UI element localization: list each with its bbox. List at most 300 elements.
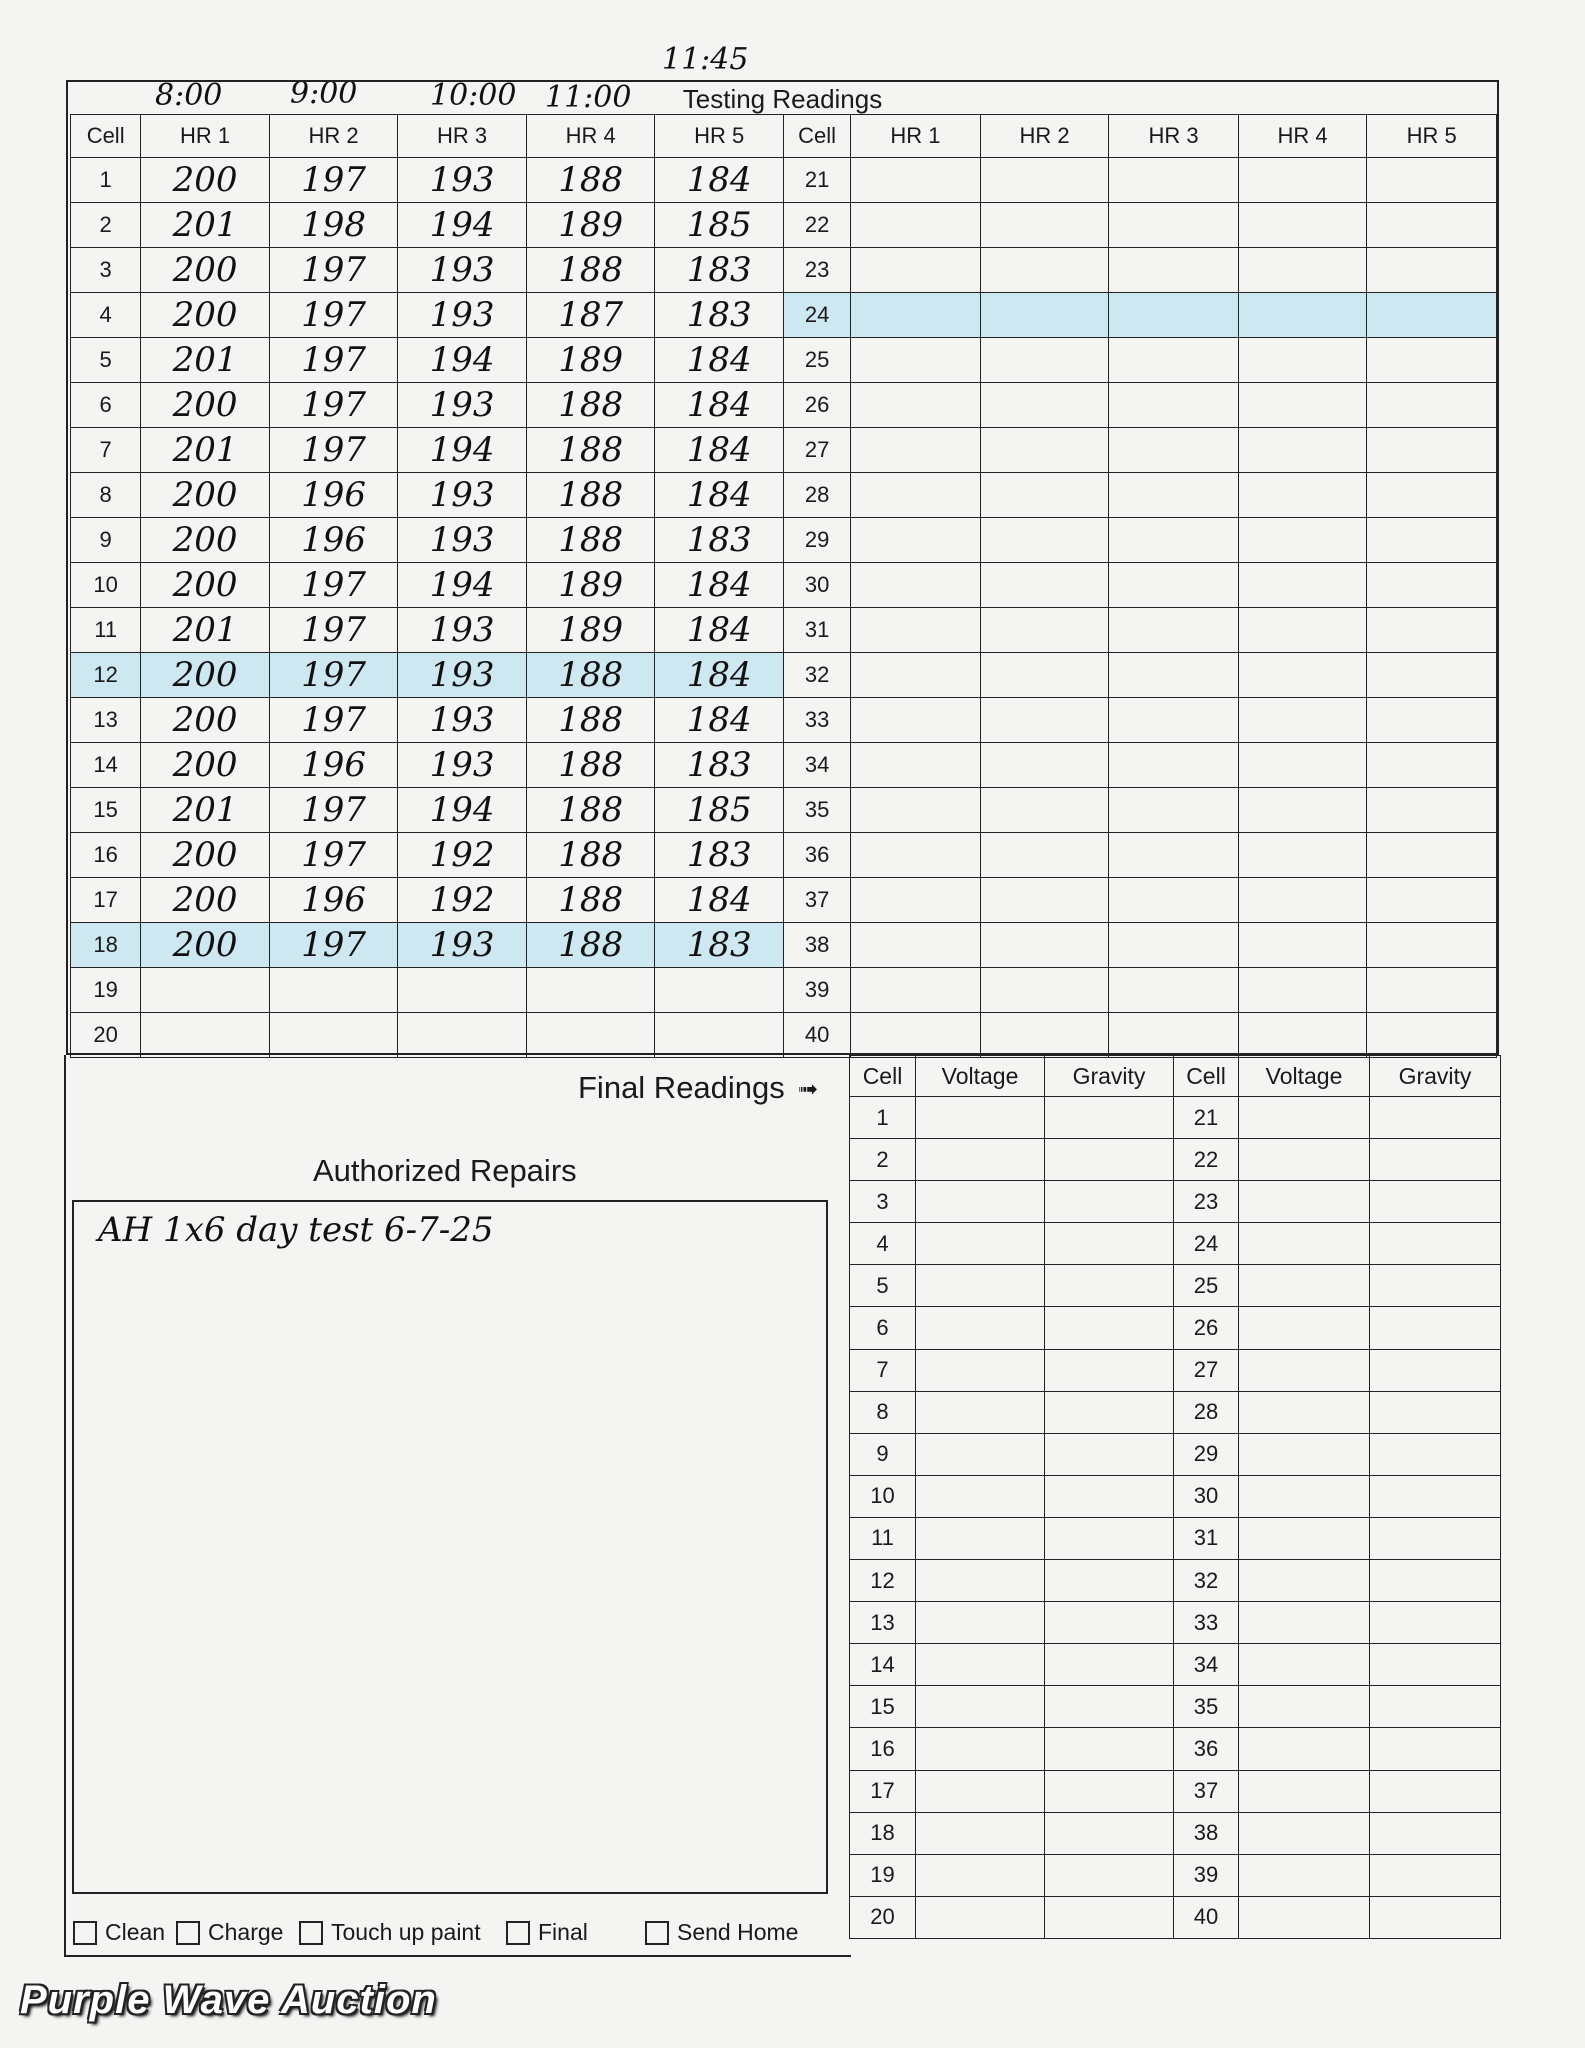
reading-cell[interactable]: 188 bbox=[526, 383, 655, 428]
reading-cell[interactable] bbox=[1370, 1349, 1501, 1391]
reading-cell[interactable]: 192 bbox=[398, 833, 527, 878]
reading-cell[interactable] bbox=[1239, 1896, 1370, 1938]
reading-cell[interactable] bbox=[1109, 743, 1239, 788]
reading-cell[interactable] bbox=[851, 563, 981, 608]
reading-cell[interactable] bbox=[1045, 1181, 1174, 1223]
reading-cell[interactable]: 200 bbox=[141, 698, 270, 743]
reading-cell[interactable]: 201 bbox=[141, 203, 270, 248]
reading-cell[interactable]: 188 bbox=[526, 518, 655, 563]
reading-cell[interactable] bbox=[980, 563, 1109, 608]
reading-cell[interactable] bbox=[1045, 1097, 1174, 1139]
cell-number: 12 bbox=[71, 653, 141, 698]
reading-cell[interactable] bbox=[1045, 1265, 1174, 1307]
reading-cell[interactable] bbox=[916, 1391, 1045, 1433]
reading-cell[interactable]: 200 bbox=[141, 293, 270, 338]
reading-cell[interactable]: 193 bbox=[398, 293, 527, 338]
reading-cell[interactable]: 184 bbox=[655, 878, 784, 923]
reading-cell[interactable] bbox=[269, 1013, 398, 1058]
cell-number: 25 bbox=[783, 338, 850, 383]
authorized-repairs-box[interactable] bbox=[72, 1200, 828, 1894]
reading-cell[interactable] bbox=[1370, 1391, 1501, 1433]
reading-cell[interactable] bbox=[980, 653, 1109, 698]
reading-cell[interactable] bbox=[1109, 1013, 1239, 1058]
reading-cell[interactable] bbox=[1238, 293, 1367, 338]
reading-cell[interactable] bbox=[1109, 428, 1239, 473]
reading-cell[interactable]: 194 bbox=[398, 338, 527, 383]
reading-cell[interactable] bbox=[980, 338, 1109, 383]
reading-cell[interactable] bbox=[1239, 1854, 1370, 1896]
cell-number: 36 bbox=[783, 833, 850, 878]
reading-cell[interactable] bbox=[141, 1013, 270, 1058]
reading-cell[interactable] bbox=[1239, 1349, 1370, 1391]
reading-cell[interactable]: 189 bbox=[526, 563, 655, 608]
reading-cell[interactable] bbox=[1370, 1307, 1501, 1349]
reading-cell[interactable] bbox=[851, 518, 981, 563]
reading-cell[interactable]: 193 bbox=[398, 743, 527, 788]
reading-cell[interactable]: 184 bbox=[655, 698, 784, 743]
reading-cell[interactable] bbox=[1238, 923, 1367, 968]
reading-cell[interactable] bbox=[1238, 833, 1367, 878]
reading-cell[interactable] bbox=[1045, 1896, 1174, 1938]
reading-cell[interactable]: 200 bbox=[141, 383, 270, 428]
reading-cell[interactable] bbox=[851, 788, 981, 833]
reading-cell[interactable] bbox=[980, 203, 1109, 248]
reading-cell[interactable] bbox=[1239, 1770, 1370, 1812]
reading-cell[interactable]: 188 bbox=[526, 878, 655, 923]
reading-cell[interactable]: 197 bbox=[269, 653, 398, 698]
checkbox-square-icon[interactable] bbox=[176, 1921, 200, 1945]
reading-cell[interactable] bbox=[916, 1686, 1045, 1728]
reading-cell[interactable]: 184 bbox=[655, 383, 784, 428]
reading-cell[interactable] bbox=[398, 968, 527, 1013]
checkbox-touch-up-paint[interactable] bbox=[299, 1919, 481, 1946]
reading-cell[interactable]: 185 bbox=[655, 203, 784, 248]
reading-cell[interactable] bbox=[1238, 608, 1367, 653]
reading-cell[interactable]: 200 bbox=[141, 563, 270, 608]
reading-cell[interactable] bbox=[1109, 473, 1239, 518]
reading-cell[interactable] bbox=[916, 1265, 1045, 1307]
reading-cell[interactable] bbox=[980, 248, 1109, 293]
reading-cell[interactable]: 197 bbox=[269, 383, 398, 428]
reading-cell[interactable]: 183 bbox=[655, 248, 784, 293]
reading-cell[interactable]: 201 bbox=[141, 428, 270, 473]
reading-cell[interactable] bbox=[980, 788, 1109, 833]
reading-cell[interactable]: 193 bbox=[398, 698, 527, 743]
reading-cell[interactable] bbox=[1370, 1433, 1501, 1475]
reading-cell[interactable] bbox=[851, 833, 981, 878]
reading-cell[interactable]: 189 bbox=[526, 338, 655, 383]
reading-cell[interactable] bbox=[851, 743, 981, 788]
reading-cell[interactable]: 184 bbox=[655, 653, 784, 698]
reading-cell[interactable] bbox=[980, 293, 1109, 338]
reading-cell[interactable]: 188 bbox=[526, 923, 655, 968]
reading-cell[interactable]: 197 bbox=[269, 698, 398, 743]
reading-cell[interactable]: 188 bbox=[526, 248, 655, 293]
reading-cell[interactable] bbox=[1238, 698, 1367, 743]
reading-cell[interactable] bbox=[1370, 1896, 1501, 1938]
reading-cell[interactable]: 184 bbox=[655, 338, 784, 383]
reading-cell[interactable] bbox=[1238, 653, 1367, 698]
cell-number: 17 bbox=[71, 878, 141, 923]
reading-cell[interactable]: 193 bbox=[398, 608, 527, 653]
reading-cell[interactable] bbox=[1238, 338, 1367, 383]
checkbox-charge[interactable] bbox=[176, 1919, 283, 1946]
reading-cell[interactable]: 187 bbox=[526, 293, 655, 338]
reading-cell[interactable]: 198 bbox=[269, 203, 398, 248]
reading-cell[interactable] bbox=[1239, 1307, 1370, 1349]
reading-cell[interactable] bbox=[1239, 1812, 1370, 1854]
reading-cell[interactable] bbox=[1239, 1560, 1370, 1602]
reading-cell[interactable] bbox=[1239, 1475, 1370, 1517]
reading-cell[interactable] bbox=[1239, 1517, 1370, 1559]
reading-cell[interactable] bbox=[1238, 473, 1367, 518]
reading-cell[interactable] bbox=[1109, 203, 1239, 248]
reading-cell[interactable] bbox=[851, 698, 981, 743]
reading-cell[interactable] bbox=[1367, 293, 1497, 338]
reading-cell[interactable] bbox=[916, 1223, 1045, 1265]
reading-cell[interactable]: 197 bbox=[269, 293, 398, 338]
reading-cell[interactable] bbox=[1367, 248, 1497, 293]
reading-cell[interactable] bbox=[916, 1517, 1045, 1559]
reading-cell[interactable] bbox=[1109, 698, 1239, 743]
reading-cell[interactable] bbox=[980, 923, 1109, 968]
reading-cell[interactable] bbox=[1367, 518, 1497, 563]
reading-cell[interactable] bbox=[1370, 1644, 1501, 1686]
reading-cell[interactable] bbox=[1045, 1139, 1174, 1181]
reading-cell[interactable] bbox=[980, 428, 1109, 473]
reading-cell[interactable] bbox=[916, 1433, 1045, 1475]
reading-cell[interactable] bbox=[1367, 563, 1497, 608]
reading-cell[interactable] bbox=[851, 473, 981, 518]
reading-cell[interactable] bbox=[851, 383, 981, 428]
reading-cell[interactable]: 194 bbox=[398, 788, 527, 833]
reading-cell[interactable]: 193 bbox=[398, 473, 527, 518]
reading-cell[interactable] bbox=[1238, 428, 1367, 473]
reading-cell[interactable] bbox=[980, 878, 1109, 923]
reading-cell[interactable] bbox=[1367, 428, 1497, 473]
reading-cell[interactable]: 193 bbox=[398, 248, 527, 293]
reading-cell[interactable]: 197 bbox=[269, 608, 398, 653]
reading-cell[interactable] bbox=[851, 248, 981, 293]
reading-cell[interactable]: 183 bbox=[655, 743, 784, 788]
reading-cell[interactable] bbox=[1045, 1223, 1174, 1265]
reading-cell[interactable] bbox=[1370, 1475, 1501, 1517]
reading-cell[interactable]: 200 bbox=[141, 248, 270, 293]
reading-cell[interactable]: 188 bbox=[526, 698, 655, 743]
reading-cell[interactable] bbox=[1370, 1517, 1501, 1559]
reading-cell[interactable] bbox=[916, 1644, 1045, 1686]
reading-cell[interactable] bbox=[1370, 1602, 1501, 1644]
reading-cell[interactable] bbox=[1239, 1433, 1370, 1475]
reading-cell[interactable] bbox=[1370, 1265, 1501, 1307]
reading-cell[interactable] bbox=[916, 1307, 1045, 1349]
reading-cell[interactable] bbox=[1367, 473, 1497, 518]
reading-cell[interactable]: 192 bbox=[398, 878, 527, 923]
reading-cell[interactable] bbox=[1367, 608, 1497, 653]
reading-cell[interactable] bbox=[980, 968, 1109, 1013]
reading-cell[interactable] bbox=[1238, 518, 1367, 563]
reading-cell[interactable] bbox=[1238, 788, 1367, 833]
reading-cell[interactable] bbox=[916, 1560, 1045, 1602]
reading-cell[interactable]: 189 bbox=[526, 608, 655, 653]
reading-cell[interactable]: 200 bbox=[141, 878, 270, 923]
reading-cell[interactable] bbox=[1045, 1307, 1174, 1349]
reading-cell[interactable] bbox=[1239, 1686, 1370, 1728]
reading-cell[interactable] bbox=[141, 968, 270, 1013]
reading-cell[interactable]: 188 bbox=[526, 428, 655, 473]
reading-cell[interactable]: 201 bbox=[141, 608, 270, 653]
reading-cell[interactable]: 200 bbox=[141, 518, 270, 563]
reading-cell[interactable]: 183 bbox=[655, 293, 784, 338]
reading-cell[interactable] bbox=[1045, 1770, 1174, 1812]
reading-cell[interactable] bbox=[1367, 698, 1497, 743]
reading-cell[interactable] bbox=[1045, 1728, 1174, 1770]
reading-cell[interactable] bbox=[1370, 1812, 1501, 1854]
reading-cell[interactable]: 201 bbox=[141, 788, 270, 833]
checkbox-send-home[interactable] bbox=[645, 1919, 798, 1946]
reading-cell[interactable] bbox=[1370, 1560, 1501, 1602]
reading-cell[interactable] bbox=[398, 1013, 527, 1058]
reading-cell[interactable] bbox=[851, 923, 981, 968]
reading-cell[interactable] bbox=[1370, 1686, 1501, 1728]
reading-cell[interactable] bbox=[1239, 1181, 1370, 1223]
reading-cell[interactable]: 197 bbox=[269, 563, 398, 608]
reading-cell[interactable] bbox=[1045, 1854, 1174, 1896]
reading-cell[interactable] bbox=[851, 878, 981, 923]
reading-cell[interactable] bbox=[1239, 1644, 1370, 1686]
reading-cell[interactable] bbox=[1367, 203, 1497, 248]
reading-cell[interactable] bbox=[1367, 653, 1497, 698]
reading-cell[interactable] bbox=[1238, 743, 1367, 788]
checkbox-square-icon[interactable] bbox=[506, 1921, 530, 1945]
reading-cell[interactable] bbox=[1045, 1517, 1174, 1559]
reading-cell[interactable] bbox=[655, 1013, 784, 1058]
reading-cell[interactable]: 188 bbox=[526, 788, 655, 833]
reading-cell[interactable] bbox=[916, 1475, 1045, 1517]
reading-cell[interactable] bbox=[980, 383, 1109, 428]
reading-cell[interactable] bbox=[851, 653, 981, 698]
reading-cell[interactable]: 197 bbox=[269, 338, 398, 383]
reading-cell[interactable]: 200 bbox=[141, 833, 270, 878]
reading-cell[interactable] bbox=[1367, 1013, 1497, 1058]
reading-cell[interactable] bbox=[1045, 1812, 1174, 1854]
reading-cell[interactable] bbox=[1238, 383, 1367, 428]
reading-cell[interactable]: 200 bbox=[141, 158, 270, 203]
reading-cell[interactable] bbox=[1238, 158, 1367, 203]
reading-cell[interactable] bbox=[1370, 1139, 1501, 1181]
reading-cell[interactable]: 194 bbox=[398, 203, 527, 248]
reading-cell[interactable] bbox=[916, 1770, 1045, 1812]
reading-cell[interactable] bbox=[1370, 1770, 1501, 1812]
reading-cell[interactable]: 184 bbox=[655, 158, 784, 203]
reading-cell[interactable] bbox=[1239, 1139, 1370, 1181]
reading-cell[interactable]: 183 bbox=[655, 923, 784, 968]
reading-cell[interactable]: 189 bbox=[526, 203, 655, 248]
reading-cell[interactable]: 184 bbox=[655, 428, 784, 473]
reading-cell[interactable] bbox=[1109, 923, 1239, 968]
reading-cell[interactable] bbox=[1239, 1391, 1370, 1433]
reading-cell[interactable] bbox=[980, 158, 1109, 203]
reading-cell[interactable] bbox=[916, 1139, 1045, 1181]
reading-cell[interactable]: 188 bbox=[526, 653, 655, 698]
reading-cell[interactable] bbox=[1367, 788, 1497, 833]
reading-cell[interactable] bbox=[1367, 923, 1497, 968]
reading-cell[interactable] bbox=[1109, 788, 1239, 833]
reading-cell[interactable] bbox=[916, 1181, 1045, 1223]
reading-cell[interactable] bbox=[851, 338, 981, 383]
reading-cell[interactable] bbox=[1045, 1560, 1174, 1602]
reading-cell[interactable] bbox=[916, 1097, 1045, 1139]
reading-cell[interactable]: 193 bbox=[398, 923, 527, 968]
reading-cell[interactable] bbox=[1045, 1644, 1174, 1686]
reading-cell[interactable]: 193 bbox=[398, 158, 527, 203]
reading-cell[interactable] bbox=[1109, 653, 1239, 698]
reading-cell[interactable] bbox=[916, 1349, 1045, 1391]
reading-cell[interactable]: 201 bbox=[141, 338, 270, 383]
reading-cell[interactable]: 188 bbox=[526, 743, 655, 788]
reading-cell[interactable] bbox=[980, 1013, 1109, 1058]
reading-cell[interactable] bbox=[1109, 338, 1239, 383]
reading-cell[interactable]: 188 bbox=[526, 833, 655, 878]
reading-cell[interactable]: 197 bbox=[269, 788, 398, 833]
reading-cell[interactable] bbox=[851, 293, 981, 338]
checkbox-final[interactable] bbox=[506, 1919, 588, 1946]
reading-cell[interactable]: 183 bbox=[655, 518, 784, 563]
reading-cell[interactable] bbox=[851, 203, 981, 248]
reading-cell[interactable]: 196 bbox=[269, 743, 398, 788]
reading-cell[interactable] bbox=[1367, 338, 1497, 383]
reading-cell[interactable] bbox=[1045, 1475, 1174, 1517]
reading-cell[interactable]: 197 bbox=[269, 833, 398, 878]
reading-cell[interactable]: 200 bbox=[141, 923, 270, 968]
reading-cell[interactable] bbox=[1109, 158, 1239, 203]
reading-cell[interactable] bbox=[916, 1602, 1045, 1644]
reading-cell[interactable]: 196 bbox=[269, 473, 398, 518]
reading-cell[interactable]: 200 bbox=[141, 743, 270, 788]
reading-cell[interactable]: 188 bbox=[526, 158, 655, 203]
reading-cell[interactable] bbox=[1238, 203, 1367, 248]
reading-cell[interactable] bbox=[1239, 1097, 1370, 1139]
cell-number: 26 bbox=[783, 383, 850, 428]
reading-cell[interactable]: 193 bbox=[398, 653, 527, 698]
reading-cell[interactable] bbox=[980, 698, 1109, 743]
reading-cell[interactable] bbox=[1370, 1854, 1501, 1896]
reading-cell[interactable] bbox=[1370, 1728, 1501, 1770]
reading-cell[interactable]: 184 bbox=[655, 563, 784, 608]
reading-cell[interactable]: 197 bbox=[269, 158, 398, 203]
reading-cell[interactable] bbox=[916, 1896, 1045, 1938]
reading-cell[interactable] bbox=[980, 833, 1109, 878]
reading-cell[interactable] bbox=[1109, 563, 1239, 608]
reading-cell[interactable] bbox=[1238, 878, 1367, 923]
reading-cell[interactable] bbox=[1238, 1013, 1367, 1058]
reading-cell[interactable]: 194 bbox=[398, 428, 527, 473]
reading-cell[interactable]: 197 bbox=[269, 248, 398, 293]
reading-cell[interactable] bbox=[1109, 833, 1239, 878]
reading-cell[interactable]: 184 bbox=[655, 608, 784, 653]
checkbox-clean[interactable] bbox=[73, 1919, 165, 1946]
checkbox-square-icon[interactable] bbox=[299, 1921, 323, 1945]
reading-cell[interactable] bbox=[1367, 878, 1497, 923]
reading-cell[interactable] bbox=[1239, 1223, 1370, 1265]
reading-cell[interactable]: 183 bbox=[655, 833, 784, 878]
reading-cell[interactable] bbox=[269, 968, 398, 1013]
reading-cell[interactable] bbox=[851, 1013, 981, 1058]
reading-cell[interactable] bbox=[1045, 1433, 1174, 1475]
reading-cell[interactable]: 200 bbox=[141, 473, 270, 518]
reading-cell[interactable] bbox=[916, 1728, 1045, 1770]
reading-cell[interactable] bbox=[1109, 293, 1239, 338]
reading-cell[interactable] bbox=[1238, 968, 1367, 1013]
reading-cell[interactable] bbox=[1109, 878, 1239, 923]
reading-cell[interactable] bbox=[1239, 1728, 1370, 1770]
cell-number: 6 bbox=[850, 1307, 916, 1349]
table-row bbox=[850, 1307, 1501, 1349]
reading-cell[interactable] bbox=[851, 608, 981, 653]
reading-cell[interactable] bbox=[526, 1013, 655, 1058]
reading-cell[interactable] bbox=[1239, 1602, 1370, 1644]
reading-cell[interactable] bbox=[1239, 1265, 1370, 1307]
reading-cell[interactable] bbox=[1109, 518, 1239, 563]
reading-cell[interactable] bbox=[1109, 383, 1239, 428]
reading-cell[interactable] bbox=[655, 968, 784, 1013]
reading-cell[interactable] bbox=[1370, 1181, 1501, 1223]
reading-cell[interactable]: 185 bbox=[655, 788, 784, 833]
reading-cell[interactable] bbox=[1045, 1686, 1174, 1728]
reading-cell[interactable] bbox=[851, 968, 981, 1013]
checkbox-square-icon[interactable] bbox=[645, 1921, 669, 1945]
reading-cell[interactable] bbox=[980, 518, 1109, 563]
reading-cell[interactable] bbox=[1109, 248, 1239, 293]
reading-cell[interactable]: 184 bbox=[655, 473, 784, 518]
reading-cell[interactable] bbox=[1370, 1223, 1501, 1265]
reading-cell[interactable]: 188 bbox=[526, 473, 655, 518]
reading-cell[interactable] bbox=[526, 968, 655, 1013]
reading-cell[interactable]: 197 bbox=[269, 923, 398, 968]
reading-cell[interactable] bbox=[1370, 1097, 1501, 1139]
reading-cell[interactable] bbox=[916, 1812, 1045, 1854]
reading-cell[interactable] bbox=[980, 743, 1109, 788]
reading-cell[interactable] bbox=[851, 428, 981, 473]
reading-cell[interactable]: 193 bbox=[398, 383, 527, 428]
reading-cell[interactable]: 193 bbox=[398, 518, 527, 563]
reading-cell[interactable] bbox=[980, 473, 1109, 518]
reading-cell[interactable] bbox=[1367, 743, 1497, 788]
cell-number: 10 bbox=[71, 563, 141, 608]
reading-cell[interactable]: 197 bbox=[269, 428, 398, 473]
reading-cell[interactable] bbox=[1045, 1391, 1174, 1433]
reading-cell[interactable]: 196 bbox=[269, 878, 398, 923]
reading-cell[interactable] bbox=[1045, 1349, 1174, 1391]
reading-cell[interactable] bbox=[1367, 158, 1497, 203]
reading-cell[interactable]: 196 bbox=[269, 518, 398, 563]
reading-cell[interactable] bbox=[1367, 968, 1497, 1013]
reading-cell[interactable]: 194 bbox=[398, 563, 527, 608]
reading-cell[interactable] bbox=[1367, 383, 1497, 428]
reading-cell[interactable] bbox=[1045, 1602, 1174, 1644]
reading-cell[interactable] bbox=[980, 608, 1109, 653]
reading-cell[interactable] bbox=[851, 158, 981, 203]
reading-cell[interactable] bbox=[1109, 608, 1239, 653]
reading-cell[interactable] bbox=[916, 1854, 1045, 1896]
reading-cell[interactable]: 200 bbox=[141, 653, 270, 698]
reading-cell[interactable] bbox=[1367, 833, 1497, 878]
checkbox-square-icon[interactable] bbox=[73, 1921, 97, 1945]
reading-cell[interactable] bbox=[1109, 968, 1239, 1013]
reading-cell[interactable] bbox=[1238, 248, 1367, 293]
cell-number: 7 bbox=[850, 1349, 916, 1391]
reading-cell[interactable] bbox=[1238, 563, 1367, 608]
